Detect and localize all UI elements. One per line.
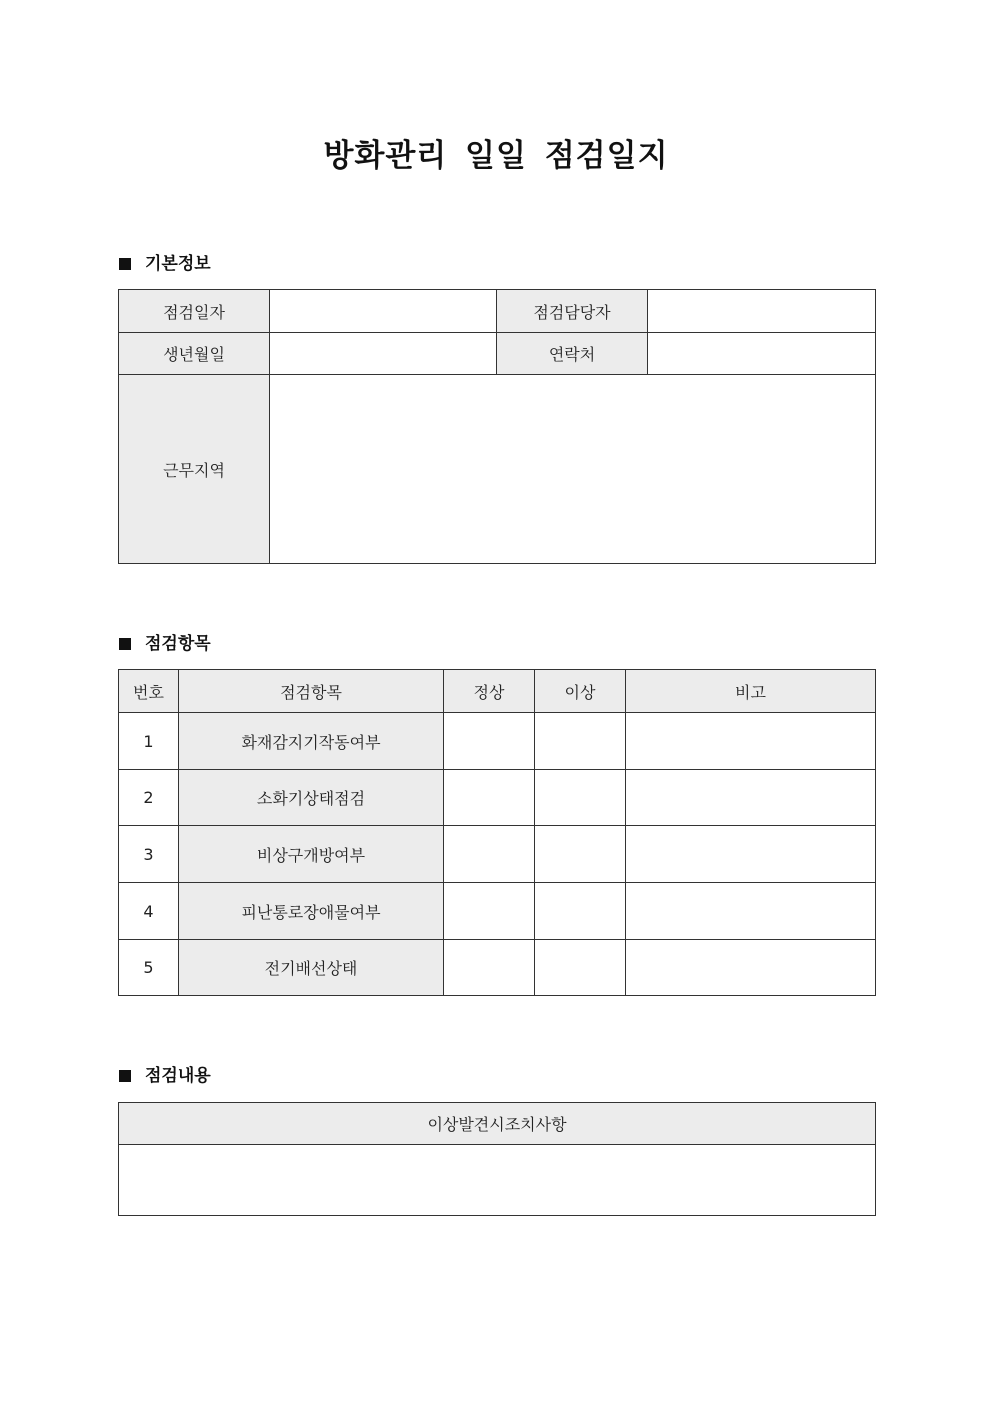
row-number: 5 xyxy=(119,940,179,996)
table-header-row xyxy=(119,1103,876,1145)
column-header-no: 번호 xyxy=(119,670,179,713)
row-item-label: 화재감지기작동여부 xyxy=(179,713,444,770)
inspection-items-heading xyxy=(119,632,211,656)
table-row xyxy=(119,940,876,996)
page-title: 방화관리 일일 점검일지 xyxy=(323,138,669,174)
table-row xyxy=(119,375,876,564)
inspection-date-label: 점검일자 xyxy=(119,290,270,333)
inspection-details-heading-text: 점검내용 xyxy=(145,1066,211,1086)
abnormal-check-cell[interactable] xyxy=(535,883,626,940)
inspection-date-field[interactable] xyxy=(270,290,497,333)
inspection-details-table xyxy=(118,1102,876,1216)
abnormal-check-cell[interactable] xyxy=(535,713,626,770)
column-header-remarks: 비고 xyxy=(626,670,876,713)
row-number: 1 xyxy=(119,713,179,770)
table-row xyxy=(119,290,876,333)
column-header-normal: 정상 xyxy=(444,670,535,713)
table-row xyxy=(119,713,876,770)
contact-label: 연락처 xyxy=(497,333,648,375)
normal-check-cell[interactable] xyxy=(444,770,535,826)
birthdate-label: 생년월일 xyxy=(119,333,270,375)
square-bullet-icon xyxy=(119,258,131,270)
row-number: 4 xyxy=(119,883,179,940)
work-area-label: 근무지역 xyxy=(119,375,270,564)
table-row xyxy=(119,770,876,826)
basic-info-heading-text: 기본정보 xyxy=(145,254,211,274)
work-area-field[interactable] xyxy=(270,375,876,564)
basic-info-table xyxy=(118,289,876,564)
basic-info-heading xyxy=(119,252,211,276)
square-bullet-icon xyxy=(119,638,131,650)
table-row xyxy=(119,826,876,883)
table-row xyxy=(119,1145,876,1216)
inspector-field[interactable] xyxy=(648,290,876,333)
remarks-cell[interactable] xyxy=(626,883,876,940)
row-number: 3 xyxy=(119,826,179,883)
inspector-label: 점검담당자 xyxy=(497,290,648,333)
row-item-label: 비상구개방여부 xyxy=(179,826,444,883)
remarks-cell[interactable] xyxy=(626,713,876,770)
square-bullet-icon xyxy=(119,1070,131,1082)
remarks-cell[interactable] xyxy=(626,770,876,826)
row-number: 2 xyxy=(119,770,179,826)
contact-field[interactable] xyxy=(648,333,876,375)
inspection-items-heading-text: 점검항목 xyxy=(145,634,211,654)
normal-check-cell[interactable] xyxy=(444,883,535,940)
normal-check-cell[interactable] xyxy=(444,826,535,883)
normal-check-cell[interactable] xyxy=(444,713,535,770)
normal-check-cell[interactable] xyxy=(444,940,535,996)
table-row xyxy=(119,333,876,375)
inspection-items-table xyxy=(118,669,876,996)
table-header-row xyxy=(119,670,876,713)
row-item-label: 피난통로장애물여부 xyxy=(179,883,444,940)
abnormal-check-cell[interactable] xyxy=(535,770,626,826)
remarks-cell[interactable] xyxy=(626,826,876,883)
row-item-label: 전기배선상태 xyxy=(179,940,444,996)
birthdate-field[interactable] xyxy=(270,333,497,375)
remarks-cell[interactable] xyxy=(626,940,876,996)
inspection-details-heading xyxy=(119,1064,211,1088)
column-header-item: 점검항목 xyxy=(179,670,444,713)
row-item-label: 소화기상태점검 xyxy=(179,770,444,826)
abnormal-check-cell[interactable] xyxy=(535,826,626,883)
action-taken-header: 이상발견시조치사항 xyxy=(119,1103,876,1145)
abnormal-check-cell[interactable] xyxy=(535,940,626,996)
column-header-abnormal: 이상 xyxy=(535,670,626,713)
table-row xyxy=(119,883,876,940)
action-taken-field[interactable] xyxy=(119,1145,876,1216)
